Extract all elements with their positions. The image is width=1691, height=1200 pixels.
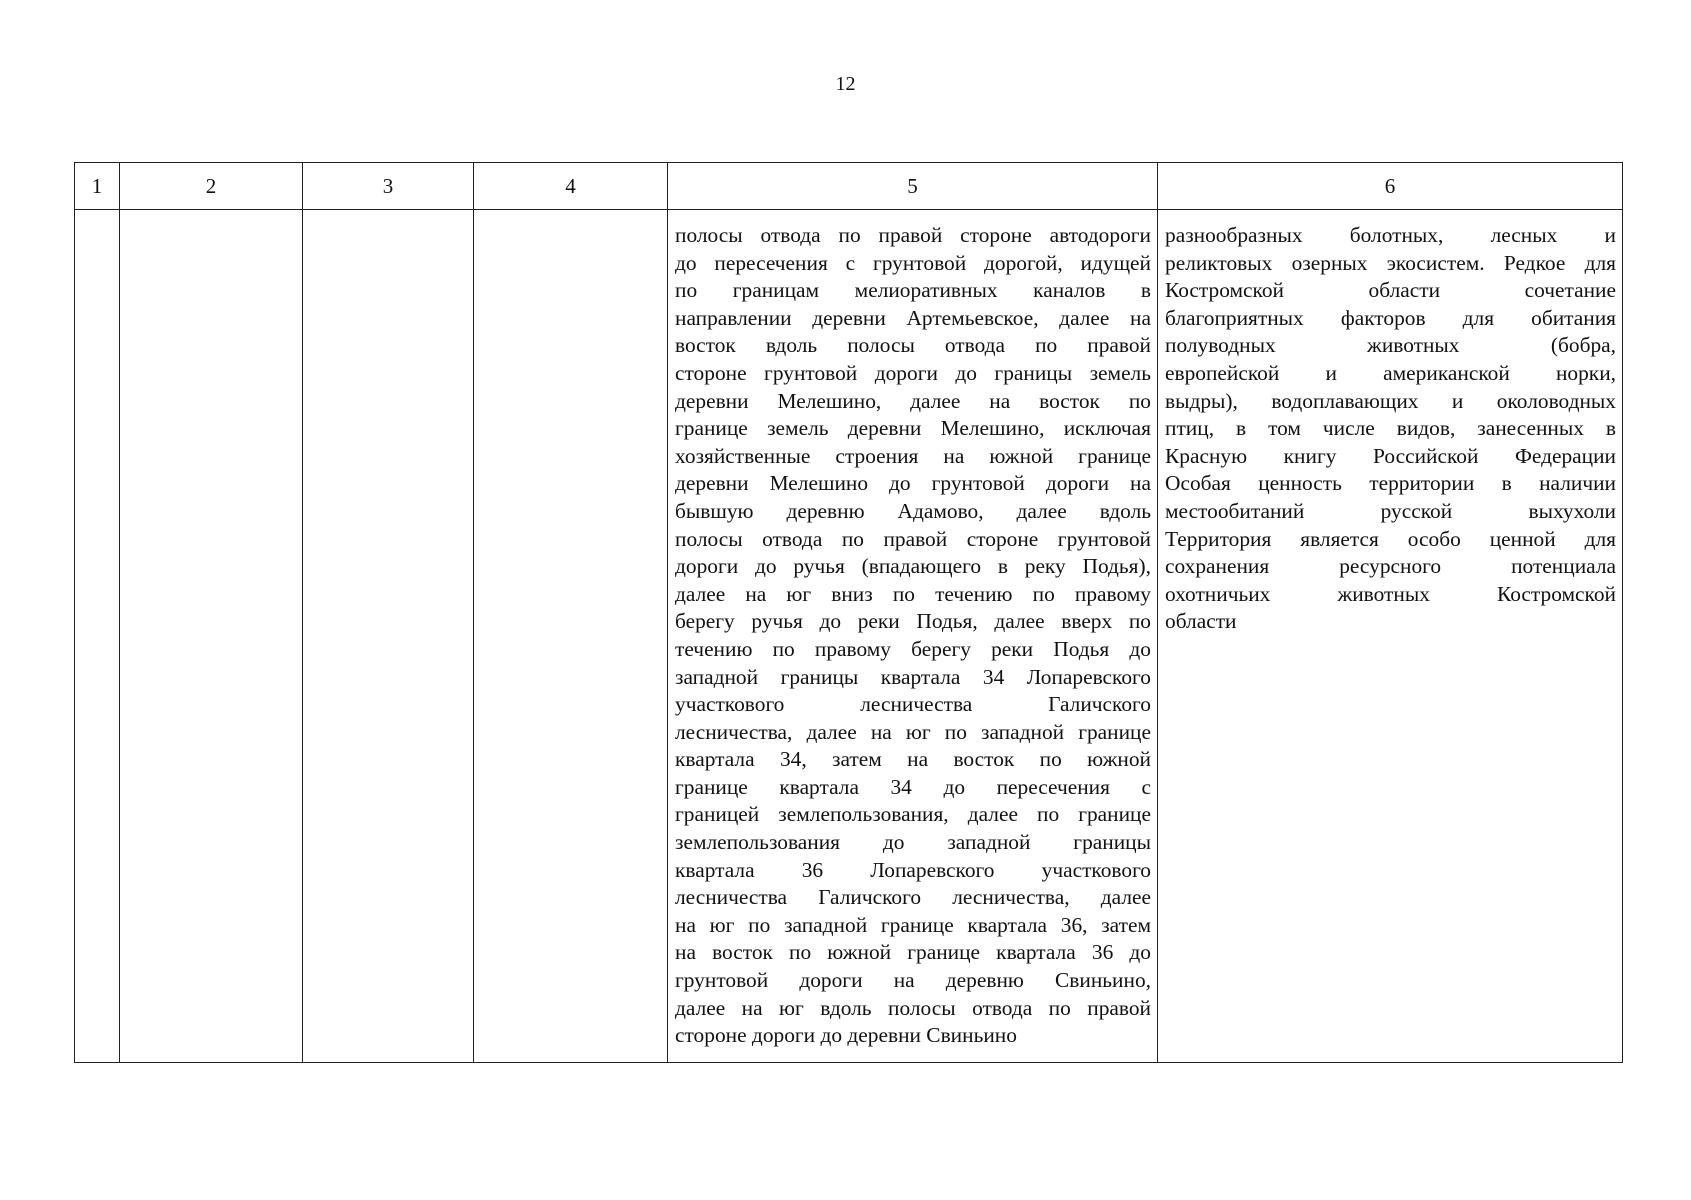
document-table <box>74 162 1623 1063</box>
text-line: квартала 34, затем на восток по южной <box>675 747 1151 772</box>
text-line: границе квартала 34 до пересечения с <box>675 774 1151 799</box>
text-line: выдры), водоплавающих и околоводных <box>1165 388 1616 413</box>
cell-col-3 <box>303 210 474 1063</box>
text-line: берегу ручья до реки Подья, далее вверх по <box>675 609 1151 634</box>
cell-col-1 <box>75 210 120 1063</box>
text-line: благоприятных факторов для обитания <box>1165 305 1616 330</box>
column-header-4: 4 <box>474 163 668 210</box>
text-line: птиц, в том числе видов, занесенных в <box>1165 416 1616 441</box>
text-line: грунтовой дороги на деревню Свиньино, <box>675 968 1151 993</box>
value-description-text <box>1158 210 1622 636</box>
text-line: местообитаний русской выхухоли <box>1165 498 1616 523</box>
text-line: полуводных животных (бобра, <box>1165 333 1616 358</box>
text-line: далее на юг вдоль полосы отвода по правой <box>675 995 1151 1020</box>
text-line: реликтовых озерных экосистем. Редкое для <box>1165 250 1616 275</box>
text-line: на восток по южной границе квартала 36 до <box>675 940 1151 965</box>
cell-col-5-boundary-description <box>668 210 1158 1063</box>
cell-col-4 <box>474 210 668 1063</box>
text-line: Особая ценность территории в наличии <box>1165 471 1616 496</box>
column-header-2: 2 <box>120 163 303 210</box>
text-line: полосы отвода по правой стороне грунтовой <box>675 526 1151 551</box>
text-line: далее на юг вниз по течению по правому <box>675 581 1151 606</box>
text-line: на юг по западной границе квартала 36, затем <box>675 912 1151 937</box>
table-header-row <box>75 163 1623 210</box>
text-line: лесничества Галичского лесничества, далее <box>675 885 1151 910</box>
text-line: бывшую деревню Адамово, далее вдоль <box>675 498 1151 523</box>
cell-col-2 <box>120 210 303 1063</box>
text-line: деревни Мелешино до грунтовой дороги на <box>675 471 1151 496</box>
text-line: западной границы квартала 34 Лопаревского <box>675 664 1151 689</box>
column-header-3: 3 <box>303 163 474 210</box>
text-line: Территория является особо ценной для <box>1165 526 1616 551</box>
text-line: сохранения ресурсного потенциала <box>1165 554 1616 579</box>
text-line: деревни Мелешино, далее на восток по <box>675 388 1151 413</box>
column-header-5: 5 <box>668 163 1158 210</box>
text-line: границей землепользования, далее по границе <box>675 802 1151 827</box>
cell-col-6-value-description <box>1158 210 1623 1063</box>
text-line: до пересечения с грунтовой дорогой, идущей <box>675 250 1151 275</box>
column-header-6: 6 <box>1158 163 1623 210</box>
text-line: дороги до ручья (впадающего в реку Подья), <box>675 554 1151 579</box>
text-line: Костромской области сочетание <box>1165 278 1616 303</box>
text-line: по границам мелиоративных каналов в <box>675 278 1151 303</box>
text-line: хозяйственные строения на южной границе <box>675 443 1151 468</box>
text-line: Красную книгу Российской Федерации <box>1165 443 1616 468</box>
column-header-1: 1 <box>75 163 120 210</box>
text-line: разнообразных болотных, лесных и <box>1165 223 1616 247</box>
text-line: течению по правому берегу реки Подья до <box>675 636 1151 661</box>
text-line: стороне дороги до деревни Свиньино <box>675 1023 1017 1048</box>
text-line: восток вдоль полосы отвода по правой <box>675 333 1151 358</box>
text-line: европейской и американской норки, <box>1165 360 1616 385</box>
text-line: квартала 36 Лопаревского участкового <box>675 857 1151 882</box>
text-line: землепользования до западной границы <box>675 830 1151 855</box>
text-line: полосы отвода по правой стороне автодороги <box>675 223 1151 247</box>
text-line: стороне грунтовой дороги до границы земель <box>675 360 1151 385</box>
boundary-description-text <box>668 210 1157 1050</box>
text-line: охотничьих животных Костромской <box>1165 581 1616 606</box>
text-line: границе земель деревни Мелешино, исключая <box>675 416 1151 441</box>
text-line: области <box>1165 609 1237 634</box>
page-number: 12 <box>835 73 856 95</box>
text-line: направлении деревни Артемьевское, далее на <box>675 305 1151 330</box>
text-line: участкового лесничества Галичского <box>675 692 1151 717</box>
text-line: лесничества, далее на юг по западной границе <box>675 719 1151 744</box>
table-row <box>75 210 1623 1063</box>
